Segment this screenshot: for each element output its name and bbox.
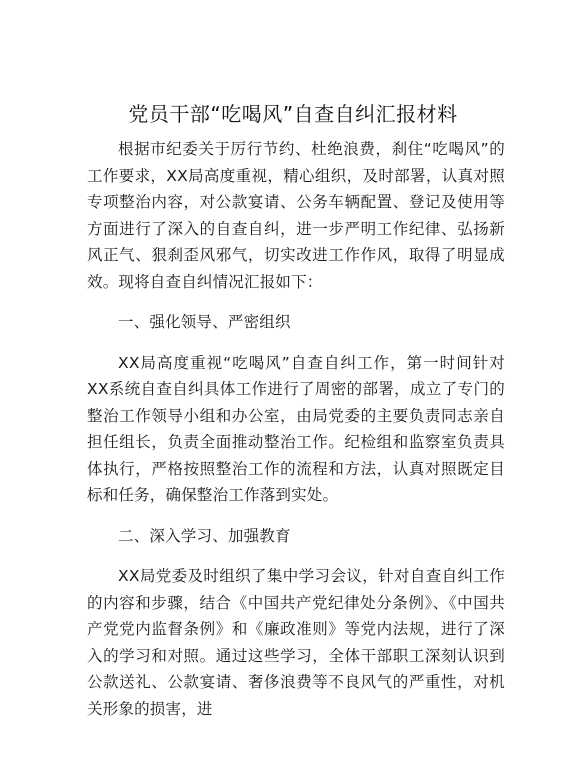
document-title: 党员干部“吃喝风”自查自纠汇报材料 <box>128 102 458 126</box>
intro-paragraph: 根据市纪委关于厉行节约、杜绝浪费，刹住“吃喝风”的工作要求，XX局高度重视，精心组织，及时部署，认真对照专项整治内容，对公款宴请、公务车辆配置、登记及使用等方面进行了深入的自查自纠，进一步严明工作纪律、弘扬新风正气、狠刹歪风邪气，切实改进工作作风，取得了明显成效。现将自查自纠情况汇报如下： <box>87 140 505 291</box>
section-1-heading: 一、强化领导、严密组织 <box>118 313 291 331</box>
section-1-paragraph: XX局高度重视“吃喝风”自查自纠工作，第一时间针对XX系统自查自纠具体工作进行了周密的部署，成立了专门的整治工作领导小组和办公室，由局党委的主要负责同志亲自担任组长，负责全面推动整治工作。纪检组和监察室负责具体执行，严格按照整治工作的流程和方法，认真对照既定目标和任务，确保整治工作落到实处。 <box>87 353 505 504</box>
section-2-paragraph: XX局党委及时组织了集中学习会议，针对自查自纠工作的内容和步骤，结合《中国共产党纪律处分条例》、《中国共产党党内监督条例》和《廉政准则》等党内法规，进行了深入的学习和对照。通过这些学习，全体干部职工深刻认识到公款送礼、公款宴请、奢侈浪费等不良风气的严重性，对机关形象的损害，进 <box>87 567 505 718</box>
paragraph-spacer <box>87 336 505 350</box>
paragraph-spacer <box>87 295 505 309</box>
paragraph-spacer <box>87 509 505 523</box>
document-body <box>87 136 505 722</box>
section-2-heading: 二、深入学习、加强教育 <box>118 526 291 545</box>
paragraph-spacer <box>87 549 505 563</box>
